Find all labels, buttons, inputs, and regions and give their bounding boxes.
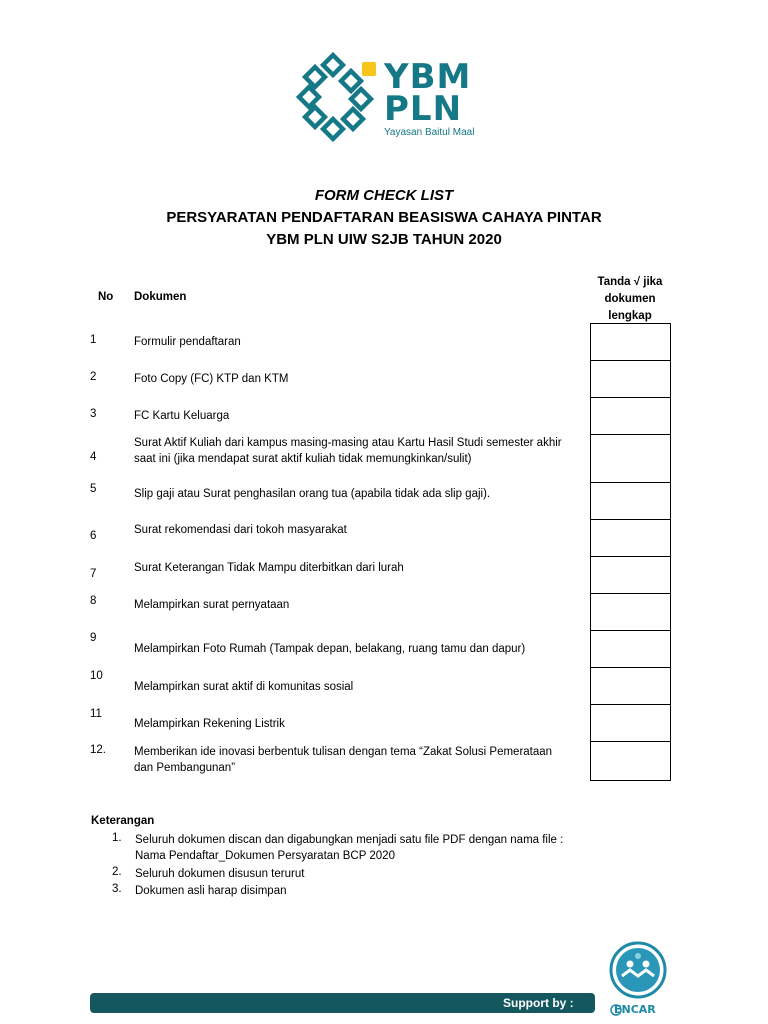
row-number: 4 [90,451,97,463]
row-document: Surat rekomendasi dari tokoh masyarakat [134,524,347,536]
checkbox-cell[interactable] [590,482,671,520]
checkbox-cell[interactable] [590,741,671,781]
row-document: Melampirkan surat pernyataan [134,599,290,611]
row-document: Melampirkan Foto Rumah (Tampak depan, belakang, ruang tamu dan dapur) [134,643,526,655]
support-label: Support by : [503,996,574,1010]
row-number: 2 [90,371,97,383]
form-subtitle: PERSYARATAN PENDAFTARAN BEASISWA CAHAYA PINTAR [166,209,602,226]
row-number: 3 [90,408,97,420]
logo-text-pln: PLN [384,89,463,129]
row-document: Formulir pendaftaran [134,336,241,348]
row-number: 1 [90,334,97,346]
column-header-document: Dokumen [134,291,187,303]
checkbox-cell[interactable] [590,434,671,483]
form-subtitle-year: YBM PLN UIW S2JB TAHUN 2020 [266,231,502,248]
form-title: FORM CHECK LIST [314,187,454,204]
checkbox-cell[interactable] [590,704,671,742]
row-number: 7 [90,568,97,580]
row-document: Surat Keterangan Tidak Mampu diterbitkan dari lurah [134,562,404,574]
ybm-pln-logo-icon [296,52,380,142]
row-number: 8 [90,595,97,607]
note-number: 2. [112,866,122,878]
logo-subtitle: Yayasan Baitul Maal [384,127,475,138]
row-document: Foto Copy (FC) KTP dan KTM [134,373,289,385]
logo-text-ybm: YBM [384,57,472,97]
row-document: Melampirkan Rekening Listrik [134,718,285,730]
checkbox-cell[interactable] [590,593,671,631]
note-text: Seluruh dokumen discan dan digabungkan menjadi satu file PDF dengan nama file : Nama Pendaftar_Dokumen Persyaratan BCP 2020 [135,834,564,862]
row-document: Memberikan ide inovasi berbentuk tulisan dengan tema “Zakat Solusi Pemerataan dan Pembangunan” [134,746,553,774]
column-header-no: No [98,291,114,303]
column-header-check: Tanda √ jika dokumen lengkap [597,276,663,322]
row-number: 12. [90,744,106,756]
row-number: 10 [90,670,103,682]
note-number: 1. [112,832,122,844]
row-document: Surat Aktif Kuliah dari kampus masing-masing atau Kartu Hasil Studi semester akhir saat ini (jika mendapat surat aktif kuliah tidak memungkinkan/sulit) [134,437,562,465]
note-text: Seluruh dokumen disusun terurut [135,868,305,880]
row-document: Slip gaji atau Surat penghasilan orang tua (apabila tidak ada slip gaji). [134,488,491,500]
row-document: FC Kartu Keluarga [134,410,230,422]
checkbox-cell[interactable] [590,323,671,361]
row-number: 5 [90,483,97,495]
checkbox-cell[interactable] [590,397,671,435]
row-number: 9 [90,632,97,644]
checkbox-cell[interactable] [590,556,671,594]
notes-title: Keterangan [91,815,155,827]
checkbox-cell[interactable] [590,667,671,705]
encar-logo-icon [608,936,674,1016]
row-document: Melampirkan surat aktif di komunitas sosial [134,681,354,693]
row-number: 6 [90,530,97,542]
note-text: Dokumen asli harap disimpan [135,885,287,897]
row-number: 11 [90,708,102,720]
checkbox-cell[interactable] [590,360,671,398]
checkbox-cell[interactable] [590,630,671,668]
checkbox-cell[interactable] [590,519,671,557]
sponsor-name: ENCAR [614,1003,656,1016]
note-number: 3. [112,883,122,895]
